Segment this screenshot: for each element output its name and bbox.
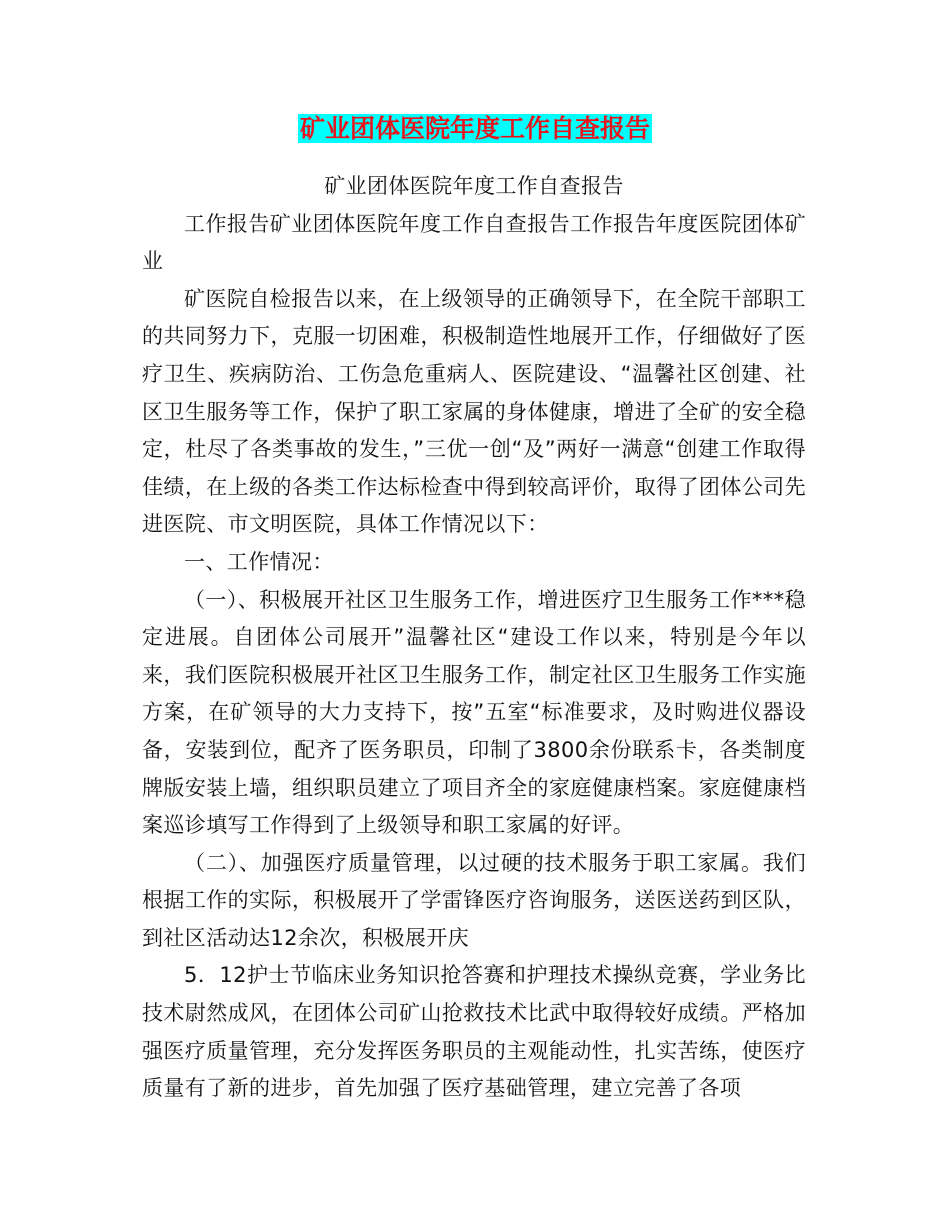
section-heading: 一、工作情况： (184, 549, 334, 574)
paragraph-community-service: （一）、积极展开社区卫生服务工作，增进医疗卫生服务工作***稳定进展。自团体公司展开”温馨社区“建设工作以来，特别是今年以来，我们医院积极展开社区卫生服务工作，制定社区卫生服务工作实施方案，在矿领导的大力支持下，按”五室“标准要求，及时购进仪器设备，安装到位，配齐了医务职员，印制了3800余份联系卡，各类制度牌版安装上墙，组织职员建立了项目齐全的家庭健康档案。家庭健康档案巡诊填写工作得到了上级领导和职工家属的好评。 (142, 587, 806, 838)
paragraph-keywords: 工作报告矿业团体医院年度工作自查报告工作报告年度医院团体矿业 (142, 211, 806, 274)
paragraph-intro: 矿医院自检报告以来，在上级领导的正确领导下，在全院干部职工的共同努力下，克服一切困难，积极制造性地展开工作，仔细做好了医疗卫生、疾病防治、工伤急危重病人、医院建设、“温馨社区创建、社区卫生服务等工作，保护了职工家属的身体健康，增进了全矿的安全稳定，杜尽了各类事故的发生，”三优一创“及”两好一满意“创建工作取得佳绩，在上级的各类工作达标检查中得到较高评价，取得了团体公司先进医院、市文明医院，具体工作情况以下： (142, 286, 806, 537)
document-body (142, 168, 806, 1108)
document-subtitle: 矿业团体医院年度工作自查报告 (324, 174, 624, 198)
document-title (0, 112, 950, 146)
paragraph-quality-management: （二）、加强医疗质量管理，以过硬的技术服务于职工家属。我们根据工作的实际，积极展开了学雷锋医疗咨询服务，送医送药到区队，到社区活动达12余次，积极展开庆 (142, 850, 806, 950)
paragraph-nurses-day: 5．12护士节临床业务知识抢答赛和护理技术操纵竞赛，学业务比技术尉然成风，在团体公司矿山抢救技术比武中取得较好成绩。严格加强医疗质量管理，充分发挥医务职员的主观能动性，扎实苦练，使医疗质量有了新的进步，首先加强了医疗基础管理，建立完善了各项 (142, 963, 806, 1101)
document-title-text: 矿业团体医院年度工作自查报告 (299, 114, 650, 143)
